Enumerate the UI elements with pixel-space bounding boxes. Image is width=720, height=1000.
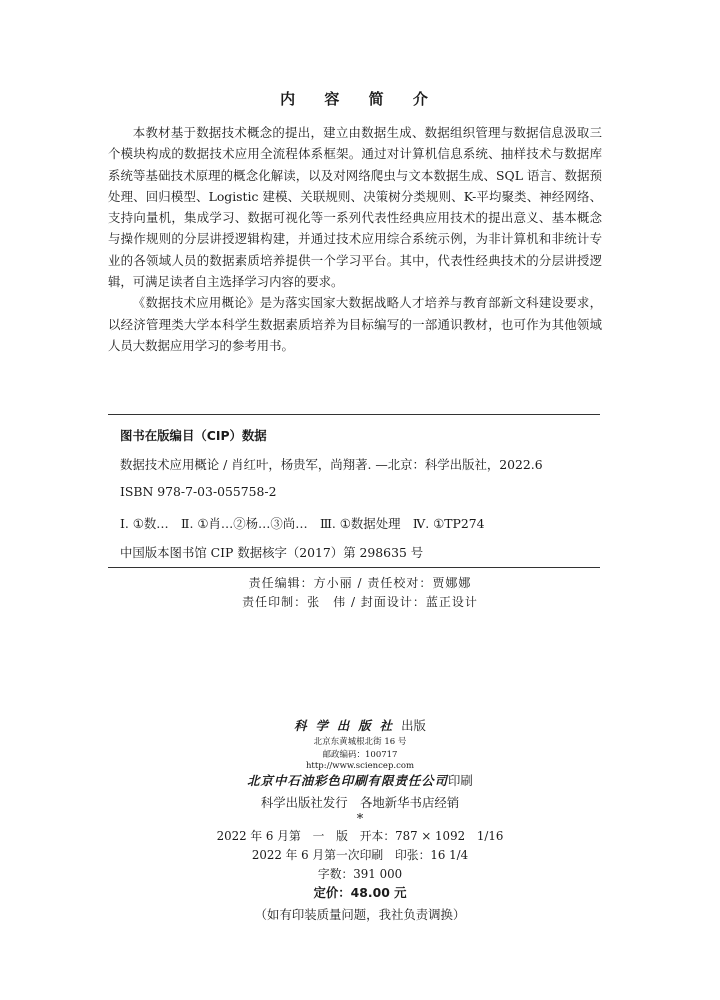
printer-logo-text: 北京中石油彩色印刷有限责任公司 xyxy=(247,773,449,788)
cip-bottom-divider xyxy=(108,567,600,568)
summary-paragraph-2: 《数据技术应用概论》是为落实国家大数据战略人才培养与教育部新文科建设要求，以经济管理类大学本科学生数据素质培养为目标编写的一部通识教材，也可作为其他领域人员大数据应用学习的参考用书。 xyxy=(108,295,602,353)
publisher-zip: 邮政编码：100717 xyxy=(322,750,398,760)
cip-heading: 图书在版编目（CIP）数据 xyxy=(120,428,267,443)
printer-suffix: 印刷 xyxy=(448,773,473,788)
separator-star: * xyxy=(356,812,364,827)
publisher-logo-text: 科学出版社 xyxy=(294,718,402,733)
cip-verification: 中国版本图书馆 CIP 数据核字（2017）第 298635 号 xyxy=(120,545,424,560)
printer-line xyxy=(0,771,720,789)
summary-paragraph-1: 本教材基于数据技术概念的提出，建立由数据生成、数据组织管理与数据信息汲取三个模块构成的数据技术应用全流程体系框架。通过对计算机信息系统、抽样技术与数据库系统等基础技术原理的概念化解读，以及对网络爬虫与文本数据生成、SQL 语言、数据预处理、回归模型、Logistic 建模、关联规则、决策树分类规则、K-平均聚类、神经网络、支持向量机，集成学习、数据可视化等一系列代表性经典应用技术的提出意义、基本概念与操作规则的分层讲授逻辑构建，并通过技术应用综合系统示例，为非计算机和非统计专业的各领域人员的数据素质培养提供一个学习平台。其中，代表性经典技术的分层讲授逻辑，可满足读者自主选择学习内容的要求。 xyxy=(108,125,602,290)
publisher-line xyxy=(0,716,720,734)
page-title: 内 容 简 介 xyxy=(280,90,440,108)
edition-line: 2022 年 6 月第 一 版 开本：787 × 1092 1/16 xyxy=(216,829,504,843)
publisher-address: 北京东黄城根北街 16 号 xyxy=(313,737,407,747)
distribution-line: 科学出版社发行 各地新华书店经销 xyxy=(260,795,460,810)
editor-credits: 责任编辑：方小丽 / 责任校对：贾娜娜 xyxy=(248,576,472,590)
production-credits: 责任印制：张 伟 / 封面设计：蓝正设计 xyxy=(242,595,478,609)
publisher-url: http://www.sciencep.com xyxy=(305,761,415,771)
printing-line: 2022 年 6 月第一次印刷 印张：16 1/4 xyxy=(251,848,469,862)
summary-section xyxy=(108,122,602,356)
word-count: 字数：391 000 xyxy=(317,867,403,881)
publisher-suffix: 出版 xyxy=(401,718,426,733)
cip-isbn: ISBN 978-7-03-055758-2 xyxy=(120,484,277,499)
price: 定价：48.00 元 xyxy=(313,885,407,900)
cip-top-divider xyxy=(108,414,600,415)
quality-notice: （如有印装质量问题，我社负责调换） xyxy=(254,907,466,922)
cip-title-line: 数据技术应用概论 / 肖红叶，杨贵军，尚翔著. —北京：科学出版社，2022.6 xyxy=(120,457,543,472)
cip-classification: Ⅰ. ①数… Ⅱ. ①肖…②杨…③尚… Ⅲ. ①数据处理 Ⅳ. ①TP274 xyxy=(120,516,485,531)
